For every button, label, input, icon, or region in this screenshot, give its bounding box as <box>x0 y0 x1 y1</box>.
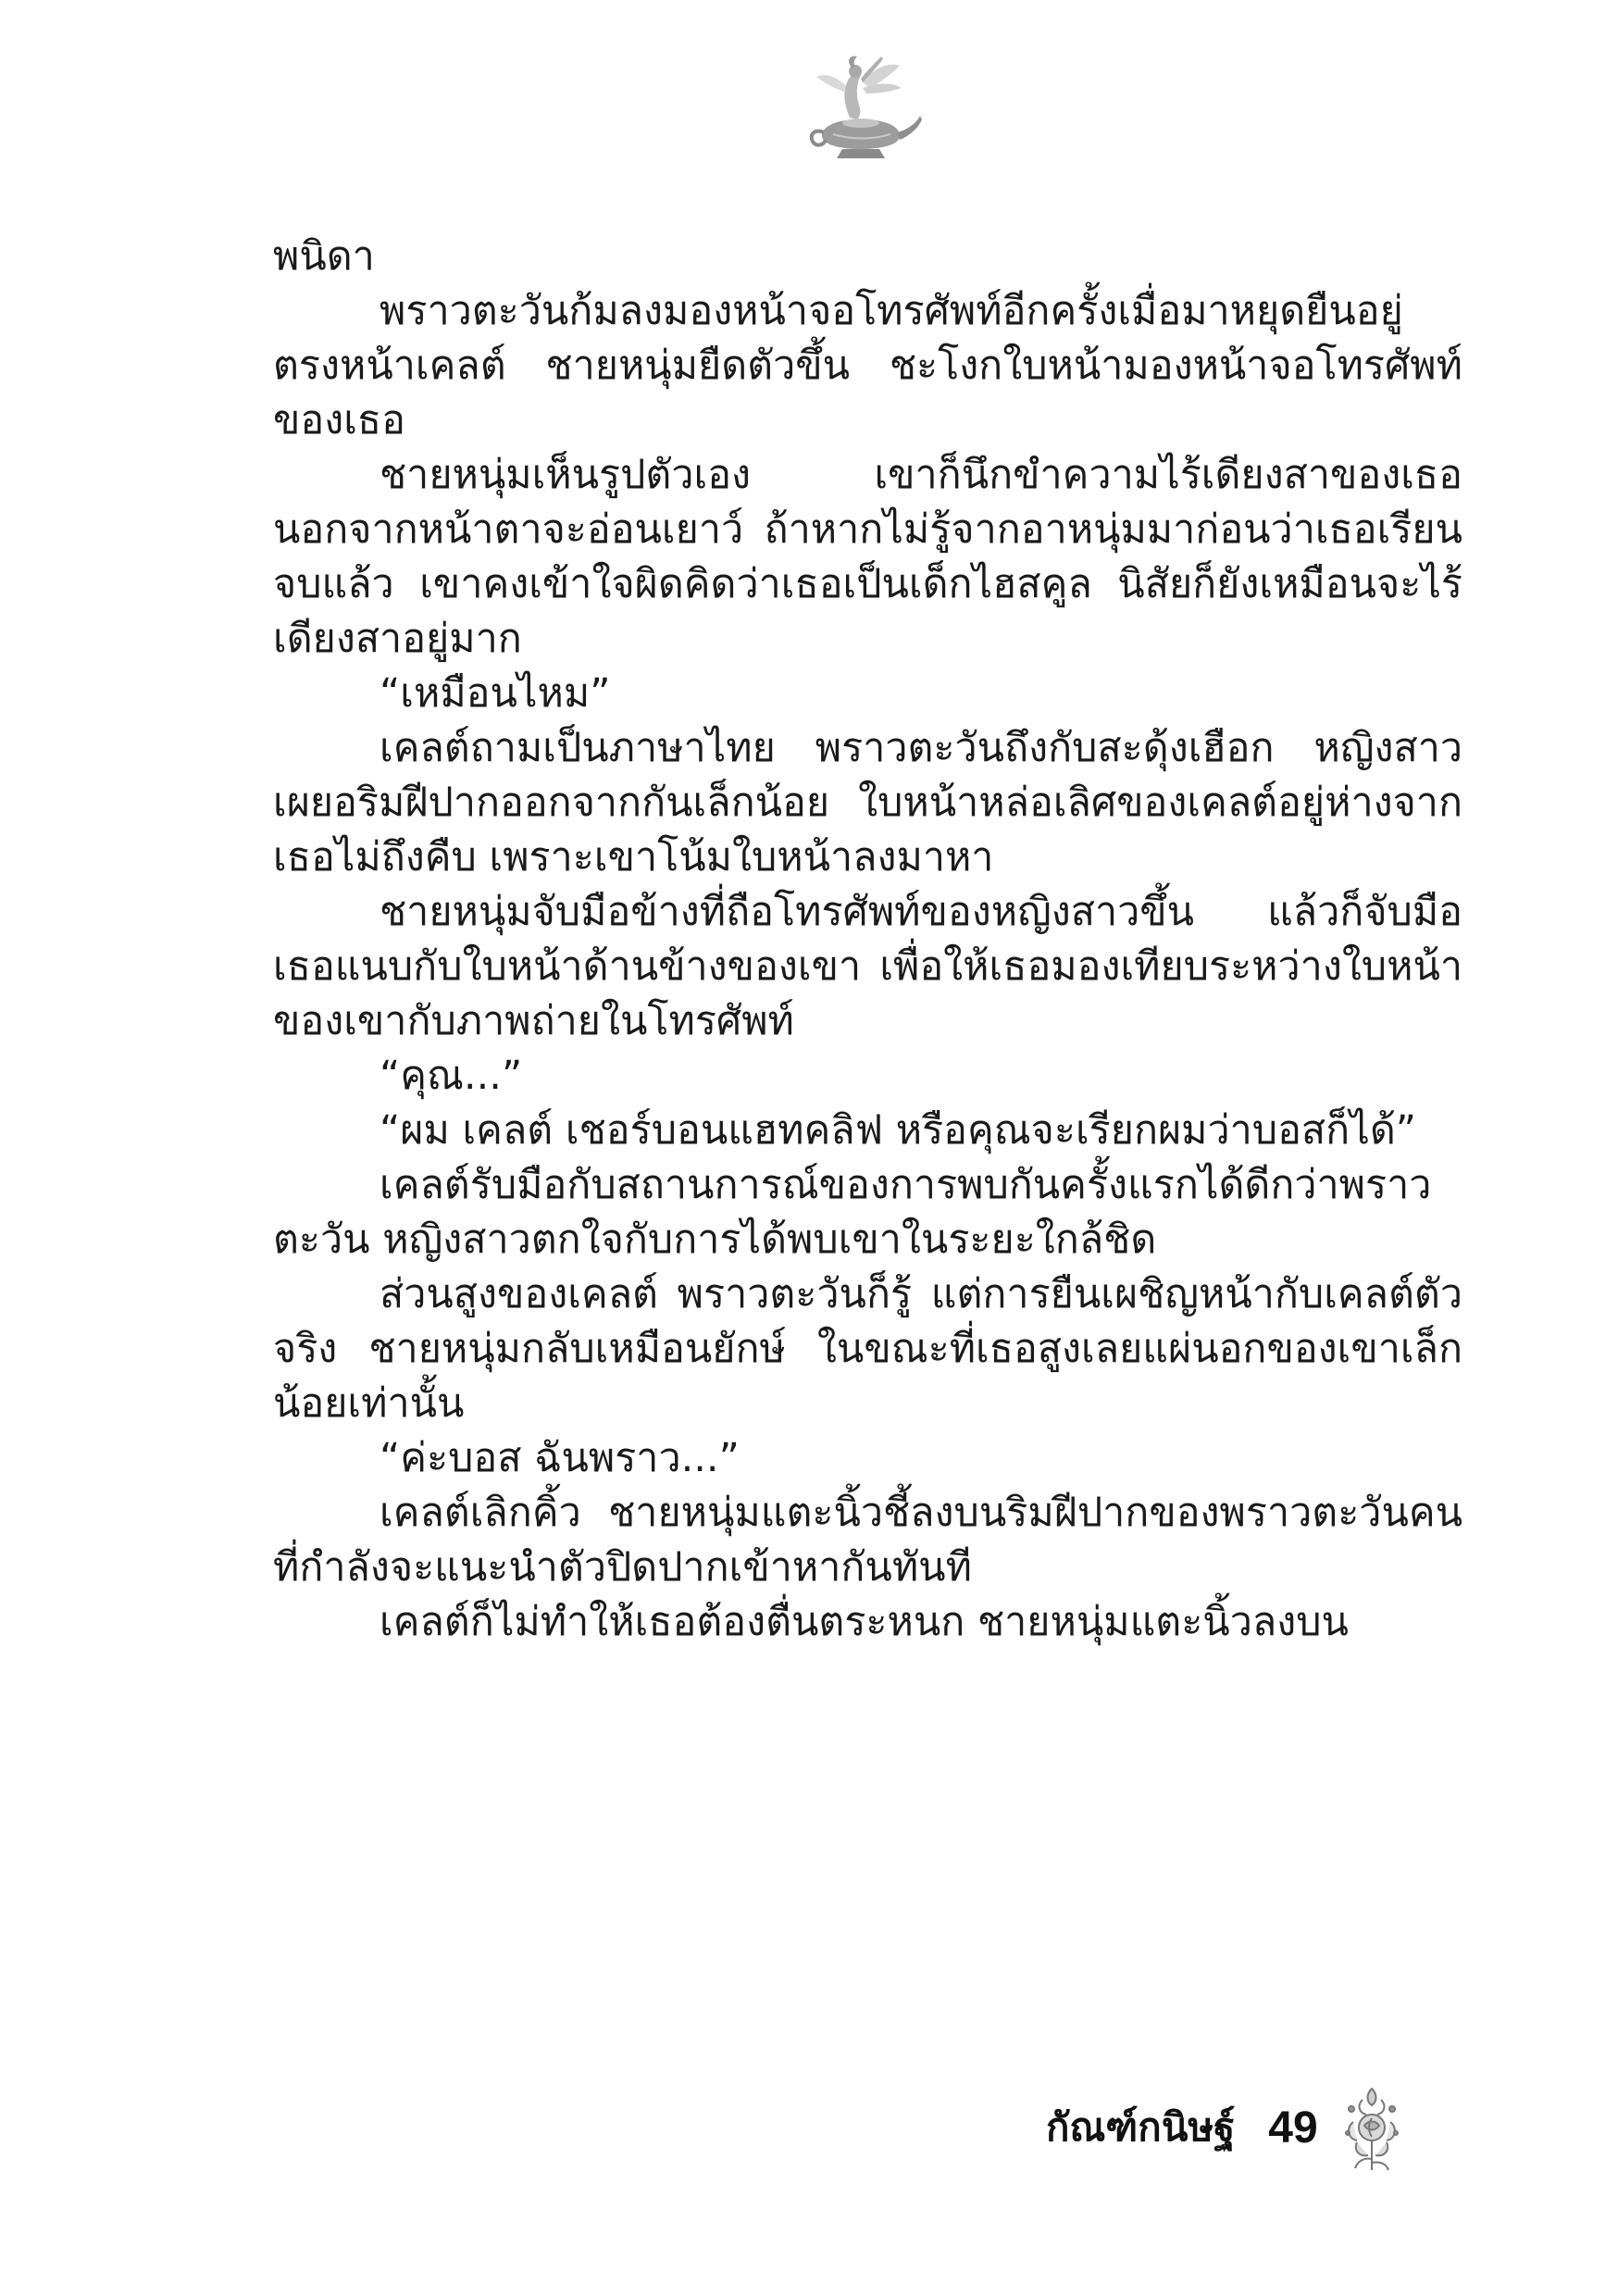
page-number: 49 <box>1268 2103 1318 2152</box>
paragraph: ชายหนุ่มเห็นรูปตัวเอง เขาก็นึกขำความไร้เดียงสาของเธอ นอกจากหน้าตาจะอ่อนเยาว์ ถ้าหากไม่รู้จากอาหนุ่มมาก่อนว่าเธอเรียนจบแล้ว เขาคงเข้าใจผิดคิดว่าเธอเป็นเด็กไฮสคูล นิสัยก็ยังเหมือนจะไร้เดียงสาอยู่มาก <box>273 452 1462 662</box>
genie-lamp-fairy-icon <box>796 51 926 171</box>
paragraph: พนิดา <box>273 233 375 280</box>
paragraph: พราวตะวันก้มลงมองหน้าจอโทรศัพท์อีกครั้งเมื่อมาหยุดยืนอยู่ตรงหน้าเคลต์ ชายหนุ่มยืดตัวขึ้น ชะโงกใบหน้ามองหน้าจอโทรศัพท์ของเธอ <box>273 288 1462 443</box>
paragraph: “คุณ...” <box>380 1053 523 1099</box>
book-title: กัณฑ์กนิษฐ์ <box>1046 2104 1236 2150</box>
paragraph: เคลต์ก็ไม่ทำให้เธอต้องตื่นตระหนก ชายหนุ่มแตะนิ้วลงบน <box>380 1599 1349 1645</box>
page-footer <box>1046 2081 1409 2174</box>
paragraph: “เหมือนไหม” <box>380 670 611 717</box>
paragraph: ส่วนสูงของเคลต์ พราวตะวันก็รู้ แต่การยืนเผชิญหน้ากับเคลต์ตัวจริง ชายหนุ่มกลับเหมือนยักษ์ ในขณะที่เธอสูงเลยแผ่นอกของเขาเล็กน้อยเท่านั้น <box>273 1271 1462 1427</box>
paragraph: “ค่ะบอส ฉันพราว...” <box>380 1435 740 1481</box>
paragraph: เคลต์ถามเป็นภาษาไทย พราวตะวันถึงกับสะดุ้งเฮือก หญิงสาวเผยอริมฝีปากออกจากกันเล็กน้อย ใบหน้าหล่อเลิศของเคลต์อยู่ห่างจากเธอไม่ถึงคืบ เพราะเขาโน้มใบหน้าลงมาหา <box>273 725 1462 880</box>
paragraph: ชายหนุ่มจับมือข้างที่ถือโทรศัพท์ของหญิงสาวขึ้น แล้วก็จับมือเธอแนบกับใบหน้าด้านข้างของเขา เพื่อให้เธอมองเทียบระหว่างใบหน้าของเขากับภาพถ่ายในโทรศัพท์ <box>273 889 1462 1044</box>
rose-ornament-icon <box>1335 2081 1409 2174</box>
paragraph: “ผม เคลต์ เชอร์บอนแฮทคลิฟ หรือคุณจะเรียกผมว่าบอสก็ได้” <box>380 1107 1417 1154</box>
body-text <box>273 230 1462 1650</box>
paragraph: เคลต์รับมือกับสถานการณ์ของการพบกันครั้งแรกได้ดีกว่าพราวตะวัน หญิงสาวตกใจกับการได้พบเขาในระยะใกล้ชิด <box>273 1162 1432 1263</box>
paragraph: เคลต์เลิกคิ้ว ชายหนุ่มแตะนิ้วชี้ลงบนริมฝีปากของพราวตะวันคนที่กำลังจะแนะนำตัวปิดปากเข้าหากันทันที <box>273 1490 1462 1591</box>
